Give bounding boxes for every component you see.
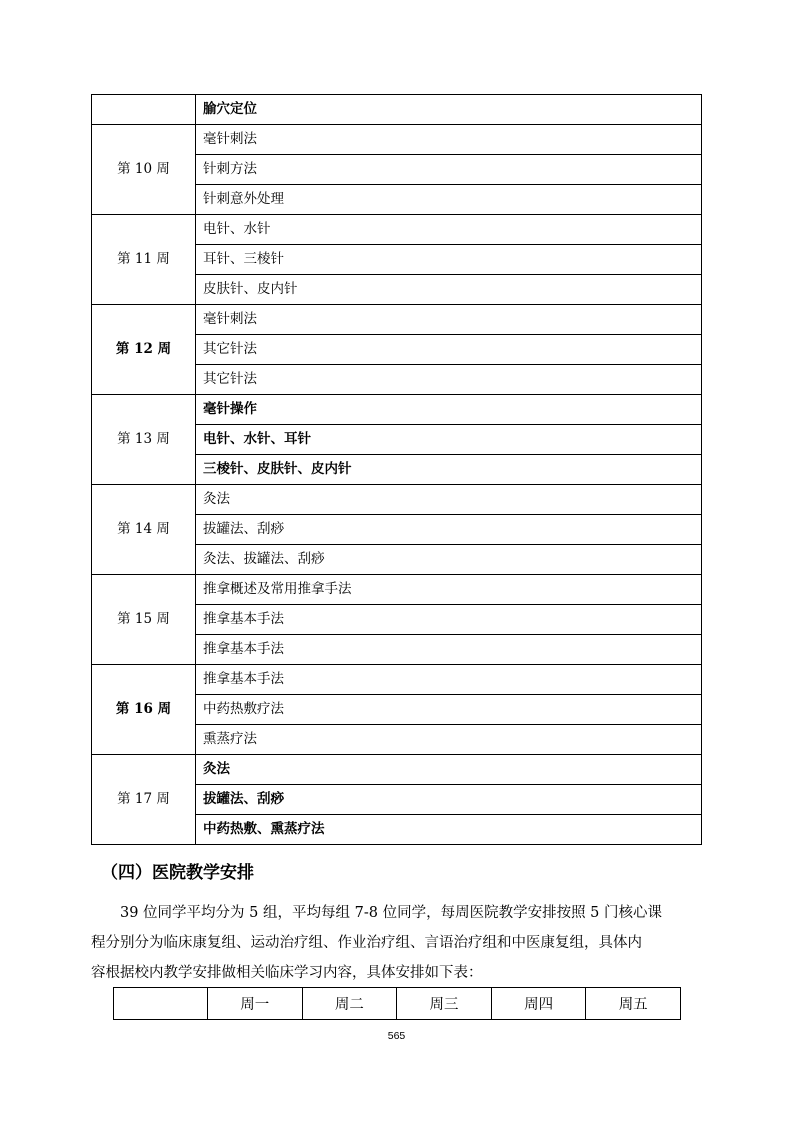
schedule-row (92, 665, 702, 695)
topic-cell: 灸法、拔罐法、刮痧 (196, 545, 702, 575)
hospital-schedule-table (113, 987, 681, 1020)
schedule-row (92, 575, 702, 605)
topic-cell: 电针、水针、耳针 (196, 425, 702, 455)
topic-cell: 针刺方法 (196, 155, 702, 185)
section-heading: （四）医院教学安排 (101, 863, 254, 883)
topic-cell: 灸法 (196, 485, 702, 515)
schedule-row (92, 485, 702, 515)
week-label-cell: 第 15 周 (92, 575, 196, 665)
topic-cell: 三棱针、皮肤针、皮内针 (196, 455, 702, 485)
topic-cell: 推拿基本手法 (196, 665, 702, 695)
topic-cell: 推拿概述及常用推拿手法 (196, 575, 702, 605)
week-label-cell: 第 13 周 (92, 395, 196, 485)
topic-cell: 耳针、三棱针 (196, 245, 702, 275)
hospital-header-row (114, 988, 681, 1020)
topic-cell: 拔罐法、刮痧 (196, 785, 702, 815)
week-label-cell: 第 16 周 (92, 665, 196, 755)
paragraph-line: 容根据校内教学安排做相关临床学习内容，具体安排如下表： (91, 965, 483, 981)
topic-cell: 其它针法 (196, 365, 702, 395)
topic-cell: 中药热敷、熏蒸疗法 (196, 815, 702, 845)
schedule-row (92, 95, 702, 125)
week-cell-empty (92, 95, 196, 125)
topic-cell: 毫针刺法 (196, 305, 702, 335)
schedule-row (92, 125, 702, 155)
schedule-row (92, 215, 702, 245)
hospital-header-cell (114, 988, 208, 1020)
schedule-row (92, 395, 702, 425)
topic-cell: 推拿基本手法 (196, 605, 702, 635)
topic-cell: 中药热敷疗法 (196, 695, 702, 725)
topic-cell: 灸法 (196, 755, 702, 785)
topic-cell: 拔罐法、刮痧 (196, 515, 702, 545)
topic-cell: 针刺意外处理 (196, 185, 702, 215)
schedule-body (92, 95, 702, 845)
paragraph-line: 39 位同学平均分为 5 组，平均每组 7-8 位同学，每周医院教学安排按照 5 门核心课 (120, 905, 663, 921)
section-paragraph (91, 898, 703, 988)
week-label-cell: 第 17 周 (92, 755, 196, 845)
hospital-header-cell: 周二 (302, 988, 397, 1020)
topic-cell: 腧穴定位 (196, 95, 702, 125)
topic-cell: 推拿基本手法 (196, 635, 702, 665)
hospital-header-cell: 周三 (397, 988, 492, 1020)
hospital-header-cell: 周五 (586, 988, 681, 1020)
schedule-row (92, 755, 702, 785)
week-label-cell: 第 10 周 (92, 125, 196, 215)
week-label-cell: 第 11 周 (92, 215, 196, 305)
topic-cell: 毫针操作 (196, 395, 702, 425)
weekly-schedule-table (91, 94, 702, 845)
paragraph-line: 程分别分为临床康复组、运动治疗组、作业治疗组、言语治疗组和中医康复组，具体内 (91, 935, 642, 951)
topic-cell: 其它针法 (196, 335, 702, 365)
topic-cell: 电针、水针 (196, 215, 702, 245)
topic-cell: 皮肤针、皮内针 (196, 275, 702, 305)
topic-cell: 毫针刺法 (196, 125, 702, 155)
week-label-cell: 第 12 周 (92, 305, 196, 395)
topic-cell: 熏蒸疗法 (196, 725, 702, 755)
schedule-row (92, 305, 702, 335)
hospital-header-cell: 周一 (208, 988, 303, 1020)
hospital-header-cell: 周四 (491, 988, 586, 1020)
page-number: 565 (387, 1030, 406, 1042)
week-label-cell: 第 14 周 (92, 485, 196, 575)
